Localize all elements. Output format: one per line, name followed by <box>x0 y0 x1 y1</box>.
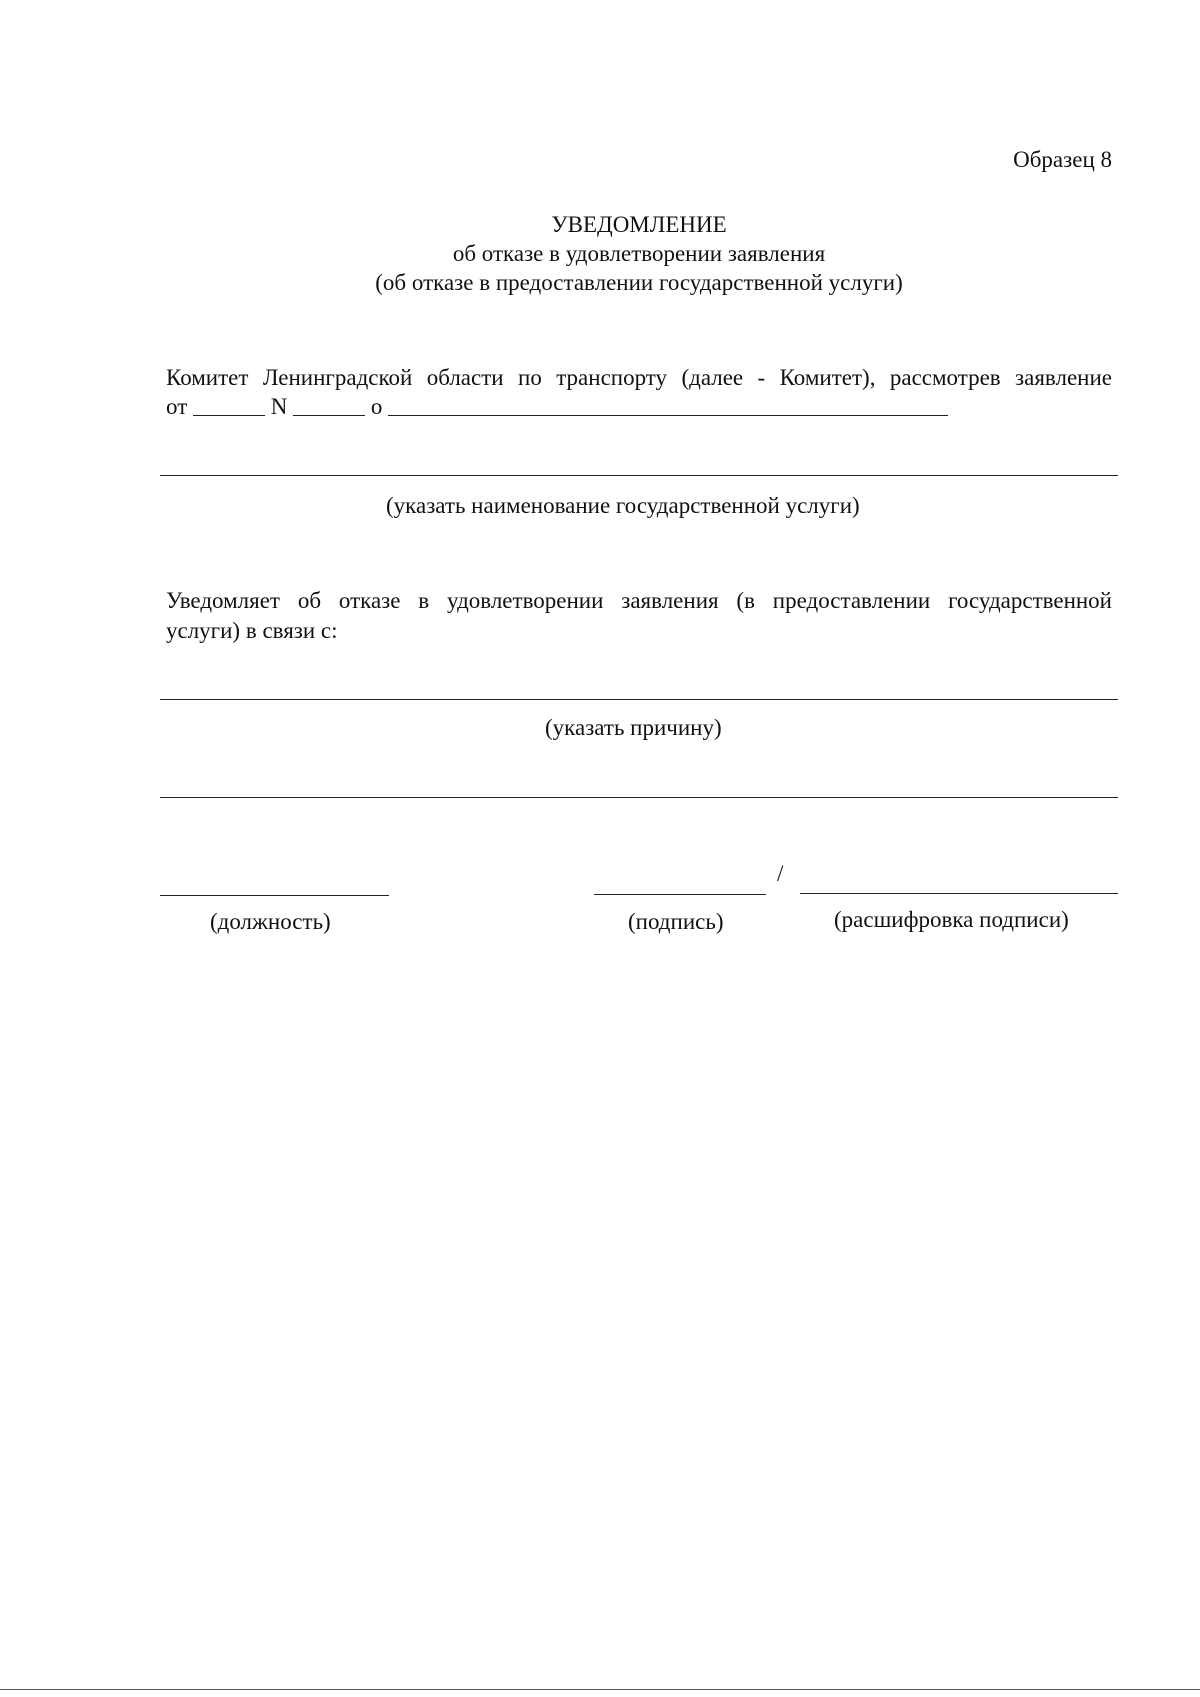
service-name-caption: (указать наименование государственной услуги) <box>386 493 860 518</box>
paragraph-2-line-2: услуги) в связи с: <box>166 618 338 643</box>
sample-label: Образец 8 <box>1013 147 1112 172</box>
from-label: от <box>166 394 188 419</box>
date-blank <box>193 393 265 416</box>
number-blank <box>293 393 365 416</box>
service-name-line <box>160 475 1118 476</box>
signature-line <box>594 894 766 895</box>
document-title <box>0 210 1200 297</box>
paragraph-2-line-1: Уведомляет об отказе в удовлетворении заявления (в предоставлении государственной <box>166 588 1112 613</box>
title-line-2: об отказе в удовлетворении заявления <box>452 241 826 266</box>
position-line <box>160 895 389 896</box>
signature-caption: (подпись) <box>628 909 724 934</box>
about-label: о <box>370 394 383 419</box>
signature-separator: / <box>777 861 784 886</box>
reason-extra-line <box>160 797 1118 798</box>
subject-blank <box>388 393 948 416</box>
number-label: N <box>270 394 288 419</box>
signature-decoding-line <box>800 893 1118 894</box>
paragraph-1-line-1: Комитет Ленинградской области по транспорту (далее - Комитет), рассмотрев заявление <box>166 365 1112 390</box>
reason-caption: (указать причину) <box>545 715 722 740</box>
paragraph-1-line-2 <box>166 393 948 421</box>
reason-line <box>160 699 1118 700</box>
title-line-3: (об отказе в предоставлении государственной услуги) <box>375 270 903 295</box>
signature-decoding-caption: (расшифровка подписи) <box>834 907 1069 932</box>
bottom-edge-line <box>0 1689 1200 1690</box>
position-caption: (должность) <box>210 909 331 934</box>
title-line-1: УВЕДОМЛЕНИЕ <box>551 212 727 237</box>
